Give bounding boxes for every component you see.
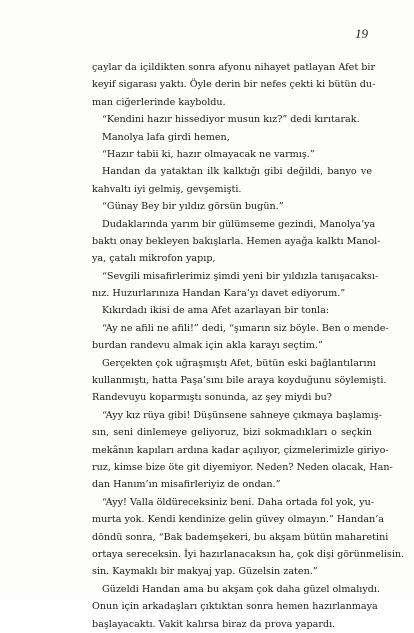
text-line: başlayacaktı. Vakit kalırsa biraz da prova yapardı. [92, 618, 336, 630]
text-line: Güzeldi Handan ama bu akşam çok daha güzel olmalıydı. [102, 583, 381, 595]
text-line: sın, seni dinlemeye geliyoruz, bizi sokmadıkları o seçkin [92, 427, 372, 439]
text-line: kahvaltı iyi gelmiş, gevşemişti. [92, 183, 242, 195]
text-line: man ciğerlerinde kayboldu. [92, 96, 226, 108]
text-line: baktı onay bekleyen bakışlarla. Hemen ayağa kalktı Manol- [92, 235, 381, 247]
text-line: ruz, kimse bize öte git diyemiyor. Neden? Neden olacak, Han- [92, 461, 393, 473]
text-line: Kıkırdadı ikisi de ama Afet azarlayan bir tonla: [102, 305, 330, 317]
text-line: ortaya sereceksin. İyi hazırlanacaksın ha, çok dişi görünmelisin. [92, 548, 405, 560]
page-number: 19 [355, 26, 368, 41]
text-line: sin. Kaymaklı bir makyaj yap. Güzelsin zaten.” [92, 566, 318, 578]
text-line: çaylar da içildikten sonra afyonu nihayet patlayan Afet bir [92, 62, 376, 73]
text-line: “Ayy kız rüya gibi! Düşünsene sahneye çıkmaya başlamış- [102, 409, 383, 421]
text-line: dan Hanım’ın misafirleriyiz de ondan.” [92, 479, 281, 491]
text-line: ya, çatalı mikrofon yapıp, [92, 253, 216, 265]
text-line: “Ayy! Valla öldüreceksiniz beni. Daha ortada fol yok, yu- [102, 496, 375, 508]
text-line: “Hazır tabii ki, hazır olmayacak ne varmış.” [102, 148, 315, 160]
text-line: murta yok. Kendi kendinize gelin güvey olmayın.” Handan’a [92, 514, 385, 526]
text-line: burdan randevu almak için akla karayı seçtim.” [92, 340, 323, 352]
body-text [92, 59, 405, 633]
text-line: “Ay ne afili ne afili!” dedi, “şımarın siz böyle. Ben o mende- [102, 322, 389, 334]
text-line: Dudaklarında yarım bir gülümseme gezindi, Manolya’ya [102, 218, 376, 230]
text-line: Manolya lafa girdi hemen, [102, 131, 230, 143]
text-line: kullanmıştı, hatta Paşa’sını bile araya koyduğunu söylemişti. [92, 375, 387, 387]
text-line: “Kendini hazır hissediyor musun kız?” dedi kırıtarak. [102, 114, 360, 126]
text-line: Handan da yataktan ilk kalktığı gibi değildi, banyo ve [102, 166, 372, 178]
text-line: mekânın kapıları ardına kadar açılıyor, çizmelerimizle giriyo- [92, 444, 389, 456]
text-line: döndü sonra, “Bak bademşekeri, bu akşam bütün maharetini [92, 531, 389, 543]
text-line: Randevuyu koparmıştı sonunda, az şey miydi bu? [92, 392, 332, 404]
text-line: Gerçekten çok uğraşmıştı Afet, bütün eski bağlantılarını [102, 357, 376, 369]
text-line: Onun için arkadaşları çıktıktan sonra hemen hazırlanmaya [92, 601, 378, 613]
text-line: keyif sigarası yaktı. Öyle derin bir nefes çekti ki bütün du- [92, 79, 376, 91]
text-line: “Günay Bey bir yıldız görsün bugün.” [102, 201, 284, 213]
text-line: “Sevgili misafirlerimiz şimdi yeni bir yıldızla tanışacaksı- [102, 270, 379, 282]
text-line: nız. Huzurlarınıza Handan Kara’yı davet ediyorum.” [92, 288, 346, 300]
